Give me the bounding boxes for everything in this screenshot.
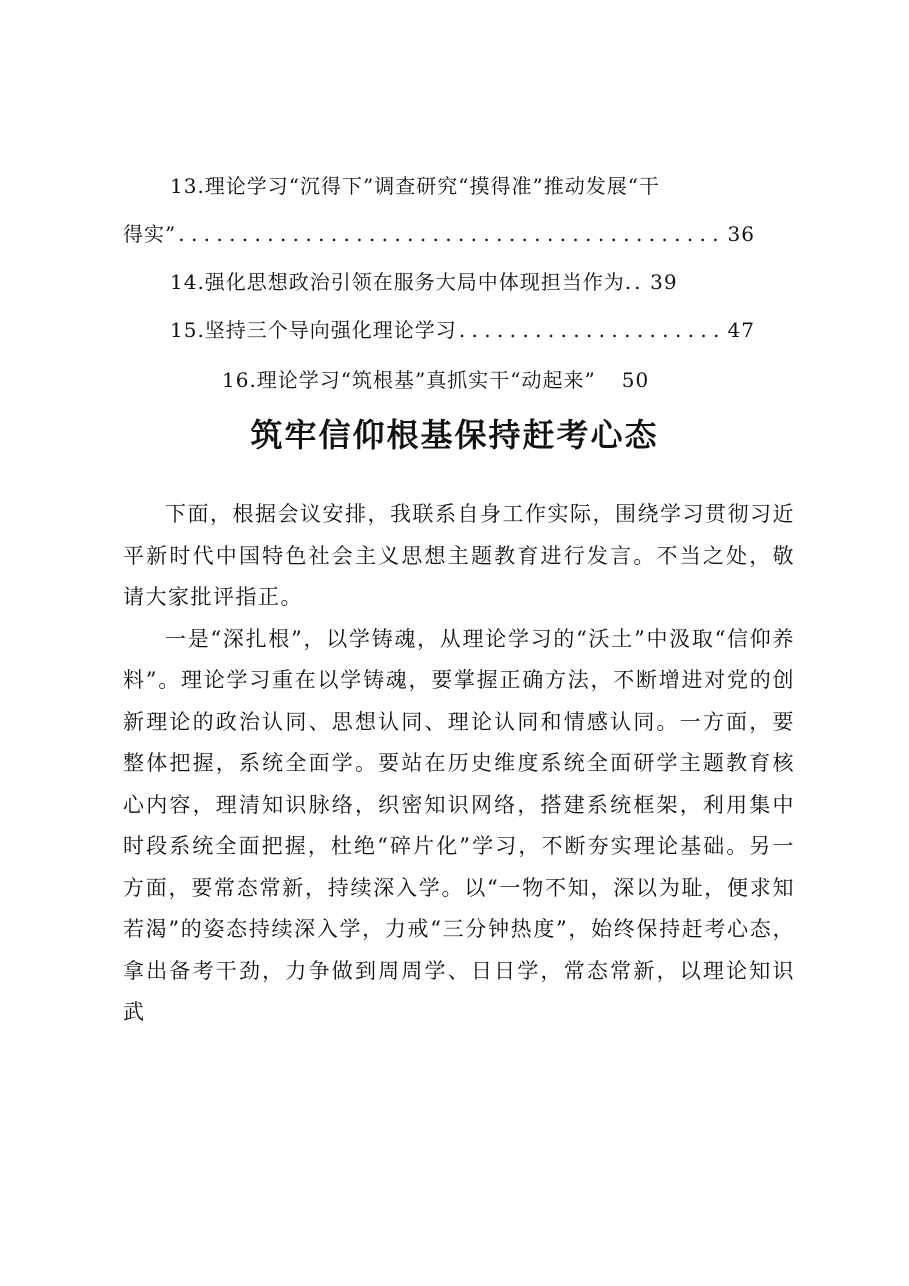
toc-item-15-label: 15.坚持三个导向强化理论学习 [170, 318, 457, 342]
toc-item-13-line2[interactable] [123, 222, 755, 246]
toc-page-number: 39 [650, 270, 678, 294]
toc-item-13-line1[interactable]: 13.理论学习“沉得下”调查研究“摸得准”推动发展“干 [170, 174, 660, 198]
toc-item-13-continuation: 得实” [123, 222, 177, 246]
article-body [123, 494, 795, 1034]
paragraph: 下面，根据会议安排，我联系自身工作实际，围绕学习贯彻习近平新时代中国特色社会主义思想主题教育进行发言。不当之处，敬请大家批评指正。 [123, 502, 795, 609]
toc-leader-dots [634, 270, 648, 294]
paragraph: 一是“深扎根”，以学铸魂，从理论学习的“沃土”中汲取“信仰养料”。理论学习重在以学铸魂，要掌握正确方法，不断增进对党的创新理论的政治认同、思想认同、理论认同和情感认同。一方面，要整体把握，系统全面学。要站在历史维度系统全面研学主题教育核心内容，理清知识脉络，织密知识网络，搭建系统框架，利用集中时段系统全面把握，杜绝“碎片化”学习，不断夯实理论基础。另一方面，要常态常新，持续深入学。以“一物不知，深以为耻，便求知若渴”的姿态持续深入学，力戒“三分钟热度”，始终保持赶考心态，拿出备考干劲，力争做到周周学、日日学，常态常新，以理论知识武 [123, 626, 795, 1024]
toc-item-15[interactable] [170, 318, 755, 342]
toc-leader-dots [459, 318, 726, 342]
toc-page-number: 36 [727, 222, 755, 246]
toc-item-14[interactable] [170, 270, 755, 294]
article-title: 筑牢信仰根基保持赶考心态 [250, 416, 659, 454]
toc-page-number: 47 [727, 318, 755, 342]
toc-item-16-label: 16.理论学习“筑根基”真抓实干“动起来” [222, 368, 596, 392]
toc-item-14-label: 14.强化思想政治引领在服务大局中体现担当作为. [170, 270, 633, 294]
toc-page-number: 50 [621, 368, 650, 392]
toc-leader-dots [178, 222, 725, 246]
toc-item-16[interactable] [222, 368, 649, 392]
